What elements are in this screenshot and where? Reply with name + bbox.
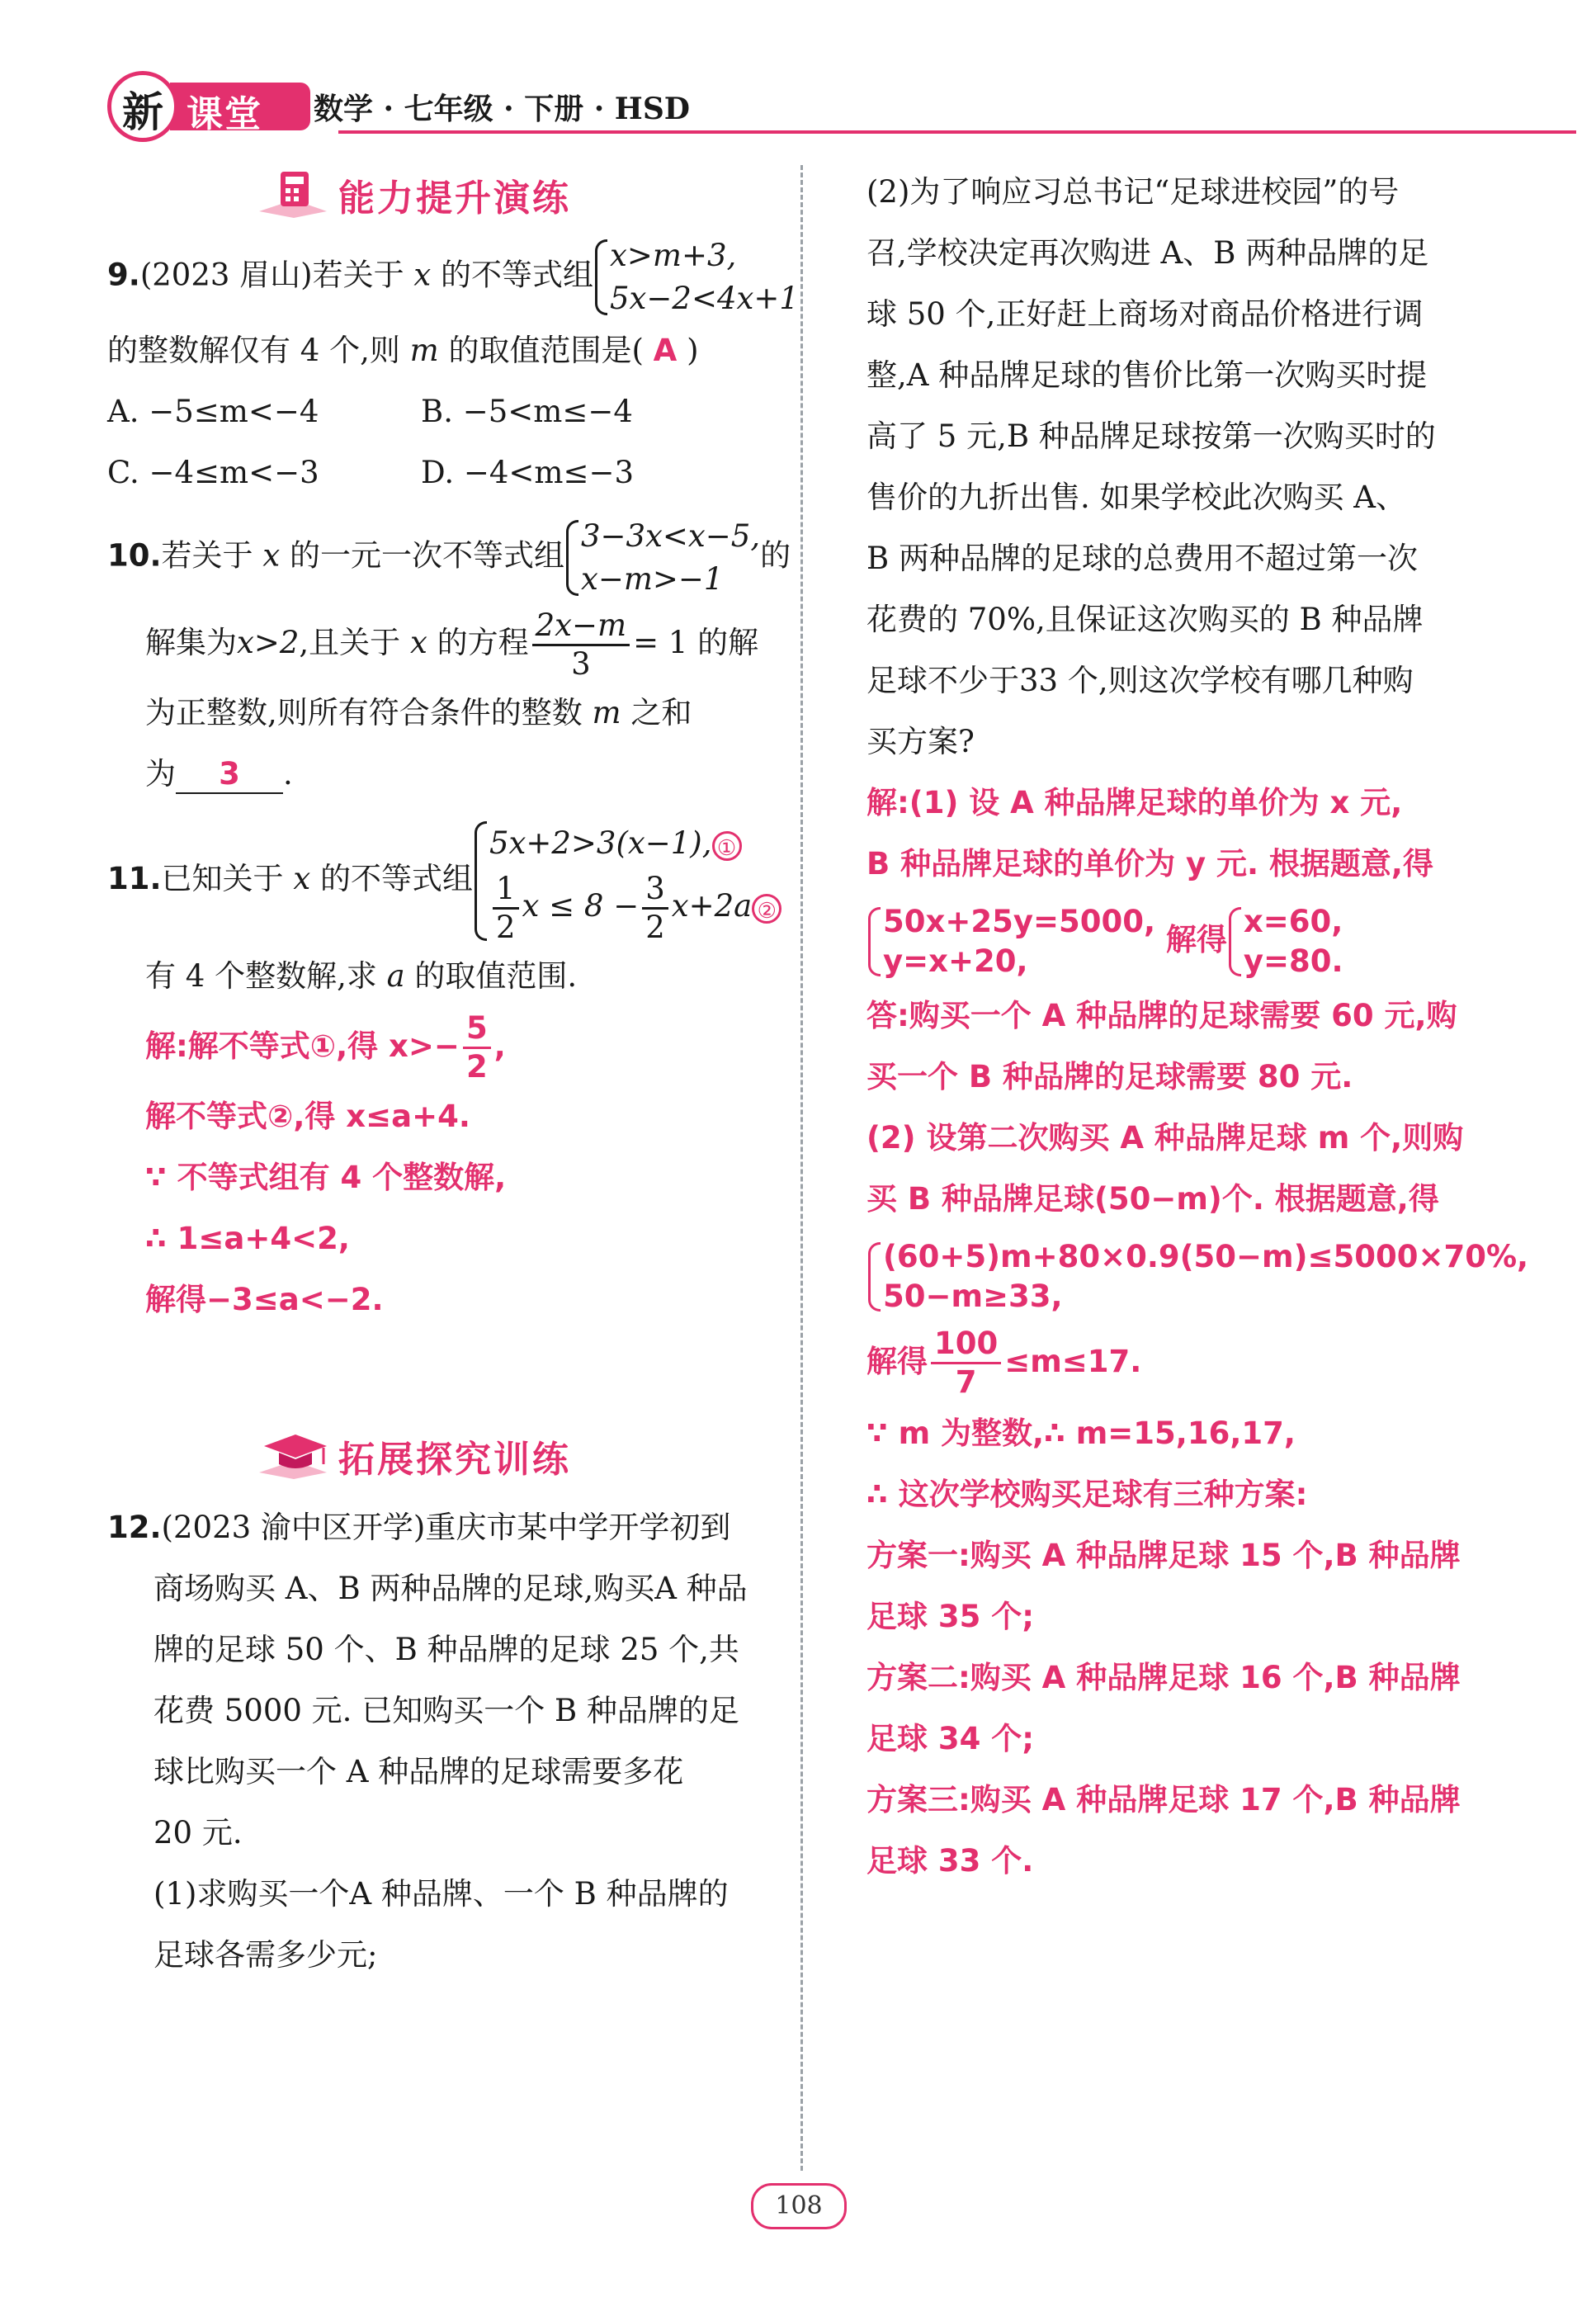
question-text: B 两种品牌的足球的总费用不超过第一次 bbox=[866, 541, 1418, 576]
plan-line: 足球 33 个. bbox=[866, 1843, 1034, 1879]
solution-line: ∵ 不等式组有 4 个整数解, bbox=[145, 1160, 507, 1195]
fraction-denominator: 2 bbox=[645, 910, 665, 945]
equation-system bbox=[1227, 902, 1343, 981]
question-text: 召,学校决定再次购进 A、B 两种品牌的足 bbox=[866, 235, 1429, 271]
question-text: 买方案? bbox=[866, 724, 975, 759]
question-text: ) bbox=[687, 333, 699, 368]
fraction bbox=[642, 871, 668, 946]
question-text: 花费的 70%,且保证这次购买的 B 种品牌 bbox=[866, 602, 1424, 637]
solution-line: 解不等式②,得 x≤a+4. bbox=[145, 1099, 470, 1134]
equation-system bbox=[866, 902, 1155, 981]
solution-systems bbox=[866, 895, 1494, 985]
variable: m bbox=[409, 333, 439, 368]
fraction bbox=[532, 607, 630, 683]
question-text: 足球不少于33 个,则这次学校有哪几种购 bbox=[866, 663, 1414, 698]
question-text: . bbox=[283, 756, 293, 792]
fraction bbox=[493, 871, 519, 946]
inequality-system bbox=[564, 515, 760, 601]
condition: x>2 bbox=[237, 625, 300, 660]
question-text: 售价的九折出售. 如果学校此次购买 A、 bbox=[866, 480, 1407, 515]
fraction-numerator: 5 bbox=[463, 1010, 491, 1049]
fraction-denominator: 2 bbox=[495, 910, 516, 945]
inequality: x ≤ 8 − bbox=[522, 888, 640, 924]
plan-line: 足球 34 个; bbox=[866, 1721, 1035, 1756]
solution-line bbox=[866, 1321, 1494, 1403]
equation: y=80. bbox=[1243, 943, 1343, 979]
inequality: 3−3x<x−5, bbox=[580, 518, 761, 554]
question-text: = 1 的解 bbox=[633, 625, 759, 660]
section-heading-ability bbox=[256, 157, 776, 231]
book-subject: 数学 · 七年级 · 下册 · HSD bbox=[314, 92, 691, 126]
question-text: 20 元. bbox=[153, 1815, 243, 1850]
fraction-denominator: 2 bbox=[465, 1049, 488, 1085]
solution-text: 解:解不等式①,得 x>− bbox=[145, 1028, 460, 1064]
question-text: 高了 5 元,B 种品牌足球按第一次购买时的 bbox=[866, 418, 1436, 454]
calculator-book-icon bbox=[256, 167, 330, 220]
question-text: 若关于 bbox=[161, 537, 253, 574]
page-header bbox=[91, 66, 1494, 157]
solution-text: , bbox=[493, 1028, 506, 1064]
variable: x bbox=[413, 257, 432, 293]
equation: x=60, bbox=[1243, 903, 1343, 939]
question-text: 的不等式组 bbox=[319, 861, 473, 896]
fraction-denominator: 3 bbox=[571, 646, 591, 682]
question-text: (2023 渝中区开学)重庆市某中学开学初到 bbox=[161, 1510, 731, 1545]
question-text: 有 4 个整数解,求 bbox=[145, 958, 377, 994]
solution-line: 解:(1) 设 A 种品牌足球的单价为 x 元, bbox=[866, 785, 1403, 820]
question-10 bbox=[107, 515, 791, 805]
solution-line: ∴ 1≤a+4<2, bbox=[145, 1221, 350, 1256]
solution-text: ≤m≤17. bbox=[1004, 1344, 1142, 1379]
variable: a bbox=[386, 958, 405, 994]
options-row bbox=[107, 381, 776, 442]
question-text: 的方程 bbox=[437, 625, 529, 660]
variable: x bbox=[262, 537, 281, 574]
question-text: 球 50 个,正好赶上商场对商品价格进行调 bbox=[866, 296, 1424, 332]
option-d: D. −4<m≤−3 bbox=[421, 455, 635, 490]
answer-blank: 3 bbox=[176, 756, 283, 794]
question-text: 整,A 种品牌足球的售价比第一次购买时提 bbox=[866, 357, 1428, 393]
logo-text: 课堂 bbox=[187, 93, 262, 135]
question-source: (2023 眉山) bbox=[139, 257, 313, 293]
page-number: 108 bbox=[751, 2183, 847, 2229]
question-9 bbox=[107, 234, 799, 503]
question-text: 若关于 bbox=[312, 257, 404, 293]
question-text: 牌的足球 50 个、B 种品牌的足球 25 个,共 bbox=[153, 1632, 739, 1667]
fraction-numerator: 2x−m bbox=[532, 607, 630, 646]
logo-char: 新 bbox=[122, 88, 163, 136]
plan-line: 方案三:购买 A 种品牌足球 17 个,B 种品牌 bbox=[866, 1782, 1461, 1817]
solution-line: 解得−3≤a<−2. bbox=[145, 1282, 384, 1317]
section-title: 拓展探究训练 bbox=[338, 1439, 571, 1481]
question-text: 的取值范围是( bbox=[448, 333, 644, 368]
inequality-system bbox=[473, 816, 781, 946]
column-divider bbox=[800, 165, 803, 2171]
label-mark: ② bbox=[752, 894, 781, 924]
section-title: 能力提升演练 bbox=[338, 177, 571, 220]
inequality: (60+5)m+80×0.9(50−m)≤5000×70%, bbox=[883, 1238, 1529, 1274]
equation: y=x+20, bbox=[883, 943, 1028, 979]
question-text: 为 bbox=[145, 756, 176, 792]
left-column bbox=[107, 157, 799, 1986]
question-text: 的整数解仅有 4 个,则 bbox=[107, 333, 400, 368]
question-text: 解集为 bbox=[145, 625, 237, 660]
question-text: 的不等式组 bbox=[441, 257, 594, 293]
question-text: 的一元一次不等式组 bbox=[289, 537, 564, 574]
option-c: C. −4≤m<−3 bbox=[107, 455, 319, 490]
solution-text: 解得 bbox=[866, 1344, 928, 1379]
question-number: 10. bbox=[107, 537, 162, 574]
option-b: B. −5<m≤−4 bbox=[421, 394, 633, 429]
solution-line: B 种品牌足球的单价为 y 元. 根据题意,得 bbox=[866, 846, 1433, 881]
solution-line bbox=[107, 1007, 776, 1086]
question-text: 商场购买 A、B 两种品牌的足球,购买A 种品 bbox=[153, 1571, 748, 1606]
solution-text: 解得 bbox=[1165, 922, 1227, 957]
right-column bbox=[866, 162, 1529, 1892]
fraction-numerator: 100 bbox=[931, 1326, 1001, 1364]
solution-line: (2) 设第二次购买 A 种品牌足球 m 个,则购 bbox=[866, 1120, 1464, 1156]
plan-line: 足球 35 个; bbox=[866, 1599, 1035, 1634]
inequality-system bbox=[866, 1237, 1528, 1316]
solution-line: 买 B 种品牌足球(50−m)个. 根据题意,得 bbox=[866, 1181, 1439, 1217]
series-logo bbox=[91, 66, 305, 149]
fraction-numerator: 1 bbox=[493, 871, 519, 910]
answer-choice: A bbox=[653, 333, 678, 368]
question-text: (2)为了响应习总书记“足球进校园”的号 bbox=[866, 174, 1400, 210]
fraction-denominator: 7 bbox=[955, 1364, 977, 1400]
question-text: 已知关于 bbox=[161, 861, 284, 896]
question-text: 花费 5000 元. 已知购买一个 B 种品牌的足 bbox=[153, 1693, 739, 1728]
equation: 50x+25y=5000, bbox=[883, 903, 1156, 939]
solution-line: ∴ 这次学校购买足球有三种方案: bbox=[866, 1477, 1308, 1512]
label-mark: ① bbox=[712, 831, 742, 861]
question-number: 11. bbox=[107, 861, 162, 896]
options-row bbox=[107, 442, 776, 503]
solution-line: 答:购买一个 A 种品牌的足球需要 60 元,购 bbox=[866, 998, 1457, 1033]
question-number: 9. bbox=[107, 257, 140, 293]
question-text: 的取值范围. bbox=[414, 958, 578, 994]
question-text: 之和 bbox=[630, 695, 692, 730]
question-12 bbox=[107, 1497, 776, 1986]
graduation-cap-icon bbox=[256, 1428, 330, 1481]
inequality-system bbox=[593, 234, 799, 320]
question-number: 12. bbox=[107, 1510, 162, 1545]
inequality: 5x+2>3(x−1), bbox=[489, 825, 712, 861]
solution-systems bbox=[866, 1230, 1529, 1321]
fraction-numerator: 3 bbox=[642, 871, 668, 910]
question-text: 的 bbox=[760, 537, 791, 574]
fraction bbox=[931, 1326, 1001, 1401]
inequality: x+2a bbox=[671, 888, 753, 924]
header-rule bbox=[338, 130, 1576, 134]
variable: x bbox=[293, 861, 311, 896]
solution-line: 买一个 B 种品牌的足球需要 80 元. bbox=[866, 1059, 1353, 1094]
inequality: x>m+3, bbox=[610, 238, 737, 273]
question-text: 为正整数,则所有符合条件的整数 bbox=[145, 695, 583, 730]
inequality: 50−m≥33, bbox=[883, 1278, 1063, 1314]
section-heading-extension bbox=[256, 1418, 776, 1492]
question-11 bbox=[107, 816, 776, 1331]
variable: x bbox=[409, 625, 427, 660]
fraction bbox=[463, 1010, 491, 1085]
question-text: (1)求购买一个A 种品牌、一个 B 种品牌的 bbox=[153, 1876, 729, 1912]
question-text: ,且关于 bbox=[299, 625, 401, 660]
plan-line: 方案二:购买 A 种品牌足球 16 个,B 种品牌 bbox=[866, 1660, 1461, 1695]
option-a: A. −5≤m<−4 bbox=[107, 394, 319, 429]
question-text: 球比购买一个 A 种品牌的足球需要多花 bbox=[153, 1754, 684, 1789]
plan-line: 方案一:购买 A 种品牌足球 15 个,B 种品牌 bbox=[866, 1538, 1461, 1573]
inequality: x−m>−1 bbox=[580, 561, 724, 597]
variable: m bbox=[592, 695, 621, 730]
question-text: 足球各需多少元; bbox=[153, 1937, 378, 1973]
solution-line: ∵ m 为整数,∴ m=15,16,17, bbox=[866, 1416, 1296, 1451]
inequality: 5x−2<4x+1 bbox=[610, 281, 799, 316]
